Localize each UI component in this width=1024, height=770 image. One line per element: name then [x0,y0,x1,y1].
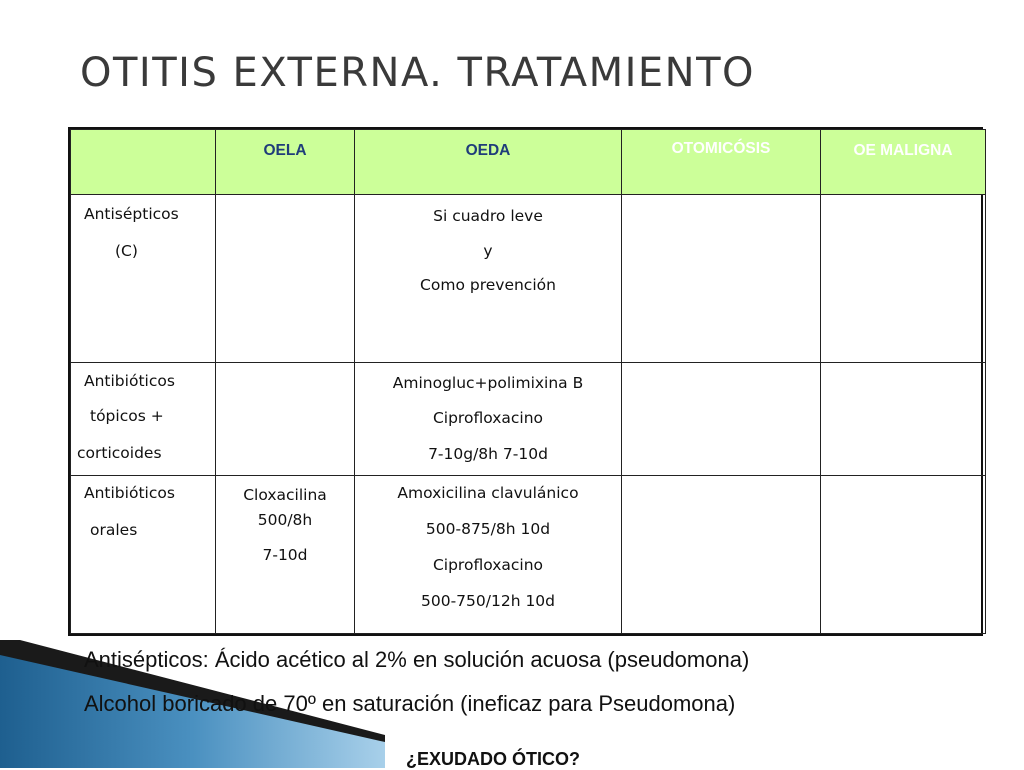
note-antisepticos: Antisépticos: Ácido acético al 2% en solución acuosa (pseudomona) [84,647,750,672]
header-oe-maligna: OE MALIGNA [821,130,986,195]
label-line: corticoides [77,444,162,462]
header-oeda: OEDA [355,130,622,195]
row-label [71,363,216,476]
label-line: Antibióticos [84,372,175,390]
cell-oela: Cloxacilina 500/8h 7-10d [216,476,355,634]
header-empty [71,130,216,195]
table-row [71,363,986,476]
cell-oeda: Si cuadro leve y Como prevención [355,195,622,363]
exudado-otico-heading: ¿EXUDADO ÓTICO? [406,749,580,769]
cell-oela [216,195,355,363]
label-line: tópicos + [90,407,164,425]
table-header-row [71,130,986,195]
page-title: OTITIS EXTERNA. TRATAMIENTO [80,50,756,96]
cell-oeda: Aminogluc+polimixina B Ciprofloxacino 7-10g/8h 7-10d [355,363,622,476]
cell-oela [216,363,355,476]
row-label [71,195,216,363]
label-line: orales [90,521,138,539]
cell-otomicosis: Itraconazol (100-200 mg/d) (casos refractarios) [622,476,821,634]
treatment-table [68,127,983,636]
header-oela: OELA [216,130,355,195]
cell-oe-maligna [821,195,986,363]
label-line: Antibióticos [84,484,175,502]
cell-oe-maligna: Antibióticos vía IV HOSPITAL [821,476,986,634]
cell-oeda: Amoxicilina clavulánico 500-875/8h 10d Ciprofloxacino 500-750/12h 10d [355,476,622,634]
cell-otomicosis: Clotrimazol 1% Nistatina Ciclopirox [622,363,821,476]
table-row [71,195,986,363]
note-alcohol-boricado: Alcohol boricado de 70º en saturación (ineficaz para Pseudomona) [84,691,736,716]
label-line: Antisépticos [84,205,179,223]
header-otomicosis: OTOMICÓSIS [622,130,821,195]
cell-oe-maligna [821,363,986,476]
table-row [71,476,986,634]
label-line: (C) [115,242,138,260]
cell-otomicosis: Aspiración y limpieza Acidificación [622,195,821,363]
row-label [71,476,216,634]
